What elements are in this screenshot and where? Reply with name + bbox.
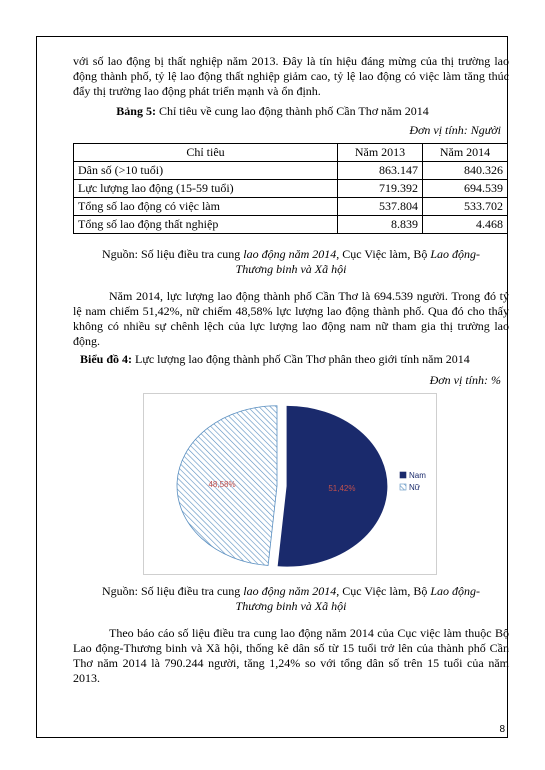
source-italic: Thương binh và Xã hội [235,599,347,613]
table-row [74,198,508,216]
table-cell: Lực lượng lao động (15-59 tuổi) [74,180,338,198]
table-cell: 8.839 [338,216,423,234]
paragraph-gender: Năm 2014, lực lượng lao động thành phố Cần Thơ là 694.539 người. Trong đó tỷ lệ nam chiếm 51,42%, nữ chiếm 48,58% lực lượng lao động thành phố. Qua đó cho thấy không có nhiều sự chênh lệch của lực lượng lao động nam nữ tham gia thị trường lao động. [73,289,509,348]
table-caption-label: Bảng 5: [116,104,156,118]
chart-caption [80,352,470,367]
legend-label: Nữ [409,483,421,492]
table-header-row [74,144,508,162]
table-source [73,247,509,277]
table-cell: 840.326 [423,162,508,180]
table-cell: 4.468 [423,216,508,234]
source-text: , Cục Việc làm, Bộ [336,247,431,261]
source-italic: lao động năm 2014 [243,584,337,598]
table-header-cell: Năm 2014 [423,144,508,162]
table-header-cell: Chỉ tiêu [74,144,338,162]
chart-caption-label: Biểu đồ 4: [80,352,133,366]
table-cell: Tổng số lao động có việc làm [74,198,338,216]
source-italic: Lao động- [430,584,481,598]
source-text: Nguồn: Số liệu điều tra cung [101,584,244,598]
chart-source [73,584,509,614]
table-row [74,180,508,198]
table-cell: 533.702 [423,198,508,216]
source-italic: Thương binh và Xã hội [235,262,347,276]
chart-frame [143,393,437,575]
legend-swatch [400,472,406,478]
pie-data-label: 48,58% [208,479,236,489]
table-row [74,216,508,234]
table-caption [0,104,545,119]
table-cell: 719.392 [338,180,423,198]
labor-supply-table [73,143,508,234]
legend-label: Nam [409,471,426,480]
page-number: 8 [499,724,505,735]
table-cell: 537.804 [338,198,423,216]
table-cell: 863.147 [338,162,423,180]
paragraph-population: Theo báo cáo số liệu điều tra cung lao động năm 2014 của Cục việc làm thuộc Bộ Lao động-Thương binh và Xã hội, thống kê dân số từ 15 tuổi trở lên của thành phố Cần Thơ năm 2014 là 790.244 người, tăng 1,24% so với tổng dân số trên 15 tuổi của năm 2013. [73,626,509,685]
table-row [74,162,508,180]
chart-caption-text: Lực lượng lao động thành phố Cần Thơ phân theo giới tính năm 2014 [132,352,470,366]
table-cell: Tổng số lao động thất nghiệp [74,216,338,234]
source-text: Nguồn: Số liệu điều tra cung [101,247,244,261]
source-italic: Lao động- [430,247,481,261]
pie-data-label: 51,42% [328,484,356,494]
pie-chart [144,394,436,574]
source-italic: lao động năm 2014 [243,247,337,261]
table-cell: 694.539 [423,180,508,198]
table-header-cell: Năm 2013 [338,144,423,162]
source-text: , Cục Việc làm, Bộ [336,584,431,598]
paragraph-intro: với số lao động bị thất nghiệp năm 2013. Đây là tín hiệu đáng mừng của thị trường lao động thành phố, tỷ lệ lao động thất nghiệp giảm cao, tỷ lệ lao động có việc làm tăng thúc đẩy thị trường lao động phát triển mạnh và ổn định. [73,54,509,98]
chart-unit: Đơn vị tính: % [429,373,501,387]
table-unit: Đơn vị tính: Người [409,123,501,137]
table-cell: Dân số (>10 tuổi) [74,162,338,180]
legend-swatch [400,484,406,490]
table-caption-text: Chỉ tiêu về cung lao động thành phố Cần Thơ năm 2014 [155,104,429,118]
